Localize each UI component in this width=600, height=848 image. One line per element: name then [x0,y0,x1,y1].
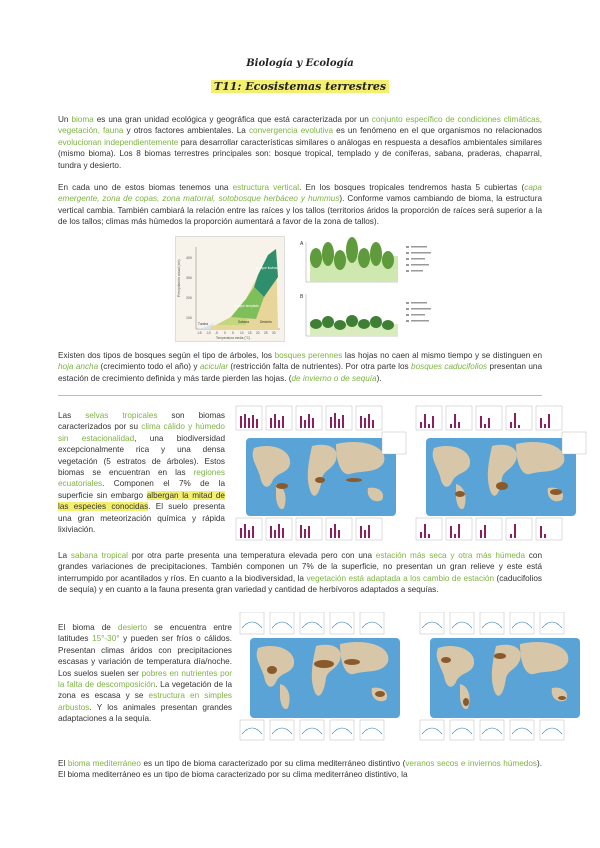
climate-chart-boxes-top [420,612,564,634]
zone-label-temperate: Bosque templado [234,304,259,308]
svg-text:400: 400 [186,256,192,260]
paragraph-mediterranean: El bioma mediterráneo es un tipo de bioma caracterizado por su clima mediterráneo distintivo (veranos secos e inviernos húmedos). El bioma mediterráneo es un tipo de bioma caracterizado por su clima mediterráneo distintivo, la [58,759,542,780]
svg-text:5: 5 [232,331,234,335]
svg-text:-15: -15 [197,331,202,335]
paragraph-vertical-structure: En cada uno de estos biomas tenemos una estructura vertical. En los bosques tropicales tendremos hasta 5 cubiertas (capa emergente, zona de copas, zona matorral, sotobosque herbáceo y hummus). Conforme vamos cambiando de bioma, la estructura vertical cambia. También cambiará la relación entre las raíces y los tallos (territorios áridos la proporción de raíces será superior a la de los tallos; climas más húmedos la proporción aumentará a favor de la zona de tallos). [58,183,542,227]
svg-text:20: 20 [256,331,260,335]
paragraph-desert: El bioma de desierto se encuentra entre latitudes 15°-30° y pueden ser fríos o cálidos. Presentan climas áridos con precipitaciones escasas y variación de temperatura día/noche. Los suelos suelen ser pobres en nutrientes por la falta de descomposición. La vegetación de la zona es escasa y se estructura en simples arbustos. Y los animales presentan grandes adaptaciones a la sequía. [58,623,232,724]
svg-text:25: 25 [264,331,268,335]
topic-title: T11: Ecosistemas terrestres [0,80,600,93]
svg-text:-10: -10 [206,331,211,335]
paragraph-savanna: La sabana tropical por otra parte presenta una temperatura elevada pero con una estación más seca y otra más húmeda con grandes variaciones de precipitaciones. También componen un 7% de la superficie, no presentan un gran relieve y este está interrumpido por acantilados y ríos. En cuanto a la biodiversidad, la vegetación está adaptada a los cambio de estación (caducifolios de sequía) y en cuanto a la fauna presenta gran variedad y cantidad de herbívoros adaptados a sequías. [58,551,543,595]
section-divider [58,395,542,396]
zone-label-tundra: Tundra [198,322,208,326]
biome-climate-diagram [175,236,285,342]
paragraph-tropical-rainforest: Las selvas tropicales son biomas caracterizados por su clima cálido y húmedo sin estacionalidad, una biodiversidad excepcionalmente rica y una densa vegetación (5 estratos de árboles). Estos biomas se encuentran en las regiones ecuatoriales. Componen el 7% de la superficie sin embargo albergan la mitad de las especies conocidas. El suelo presenta una gran meteorización química y rápida lixiviación. [58,411,226,535]
paragraph-forest-types: Existen dos tipos de bosques según el tipo de árboles, los bosques perennes las hojas no caen al mismo tiempo y se distinguen en hoja ancha (crecimiento todo el año) y acicular (restricción falta de nutrientes). Por otra parte los bosques caducifolios presentan una estación de crecimiento definida y más tarde pierden las hojas. (de invierno o de sequía). [58,351,542,383]
svg-text:300: 300 [186,276,192,280]
subject-title: Biología y Ecología [246,58,354,69]
panel-label-a: A [300,241,304,247]
svg-text:10: 10 [240,331,244,335]
diagram-x-label: Temperatura media (°C) [216,336,251,340]
zone-label-rainforest: Bosque lluvioso [256,266,279,270]
desert-climate-map-left [236,612,412,742]
zone-label-savanna: Sabana [238,320,249,324]
svg-text:15: 15 [248,331,252,335]
rainforest-climate-map [232,404,408,542]
zone-label-desert: Desierto [260,320,272,324]
svg-text:100: 100 [186,316,192,320]
climate-chart-boxes-top [240,612,384,634]
forest-structure-figure [298,236,462,340]
diagram-y-label: Precipitación anual (cm) [177,259,181,297]
climate-chart-boxes-bottom [240,720,384,740]
svg-text:0: 0 [224,331,226,335]
svg-text:30: 30 [272,331,276,335]
svg-text:200: 200 [186,296,192,300]
paragraph-bioma-definition: Un bioma es una gran unidad ecológica y geográfica que está caracterizada por un conjunto específico de condiciones climáticas, vegetación, fauna y otros factores ambientales. La convergencia evolutiva es un fenómeno en el que organismos no relacionados evolucionan independientemente para desarrollar características similares o análogas en respuesta a desafíos ambientales similares (mismo bioma). Los 8 biomas terrestres principales son: bosque tropical, templado y de coníferas, sabana, praderas, chaparral, tundra y desierto. [58,115,542,170]
desert-climate-map-right [416,612,592,742]
savanna-climate-map [412,404,588,542]
climate-chart-boxes-bottom [420,720,564,740]
svg-text:-5: -5 [215,331,218,335]
panel-label-b: B [300,294,304,300]
